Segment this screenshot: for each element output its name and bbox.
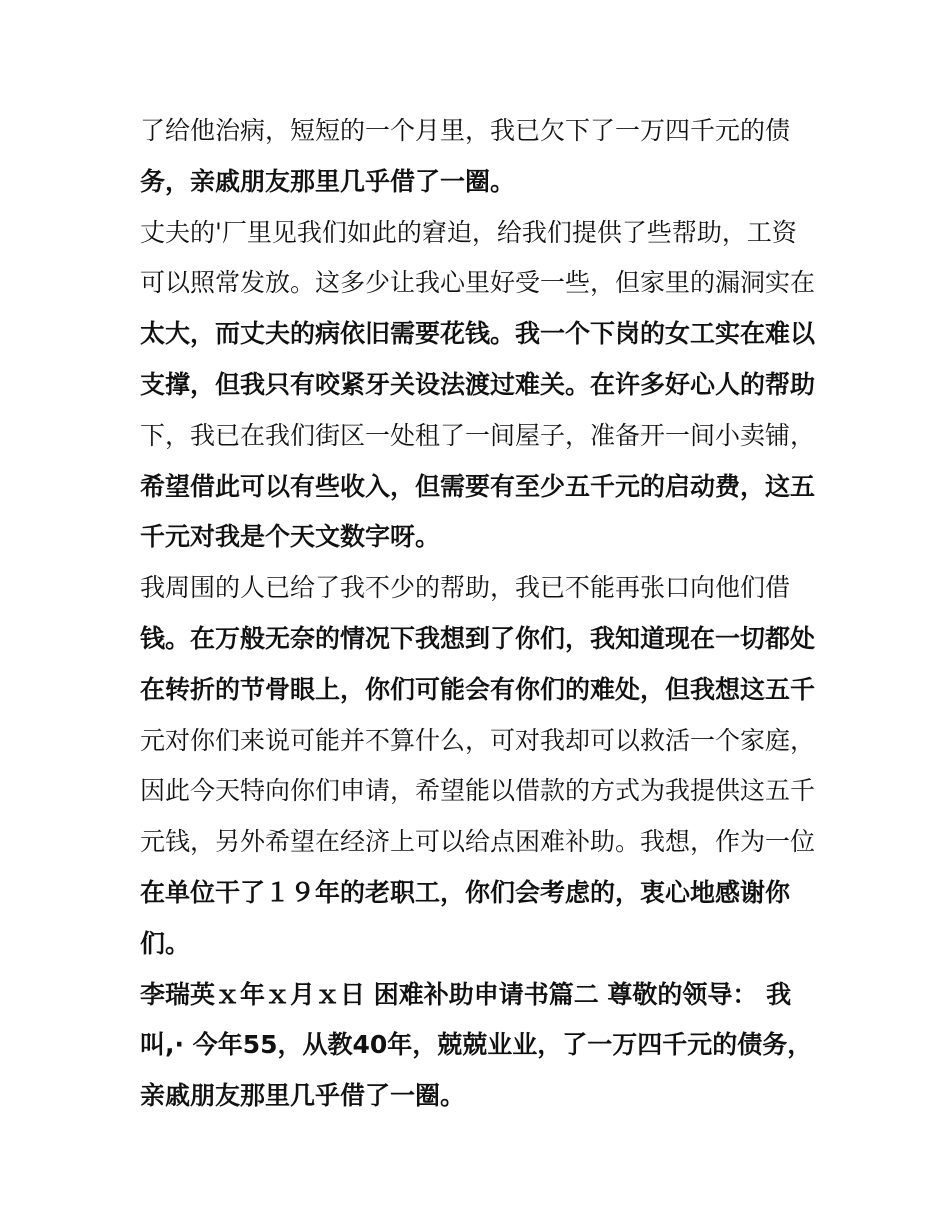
text-line: 李瑞英ｘ年ｘ月ｘ日 困难补助申请书篇二 尊敬的领导： 我 bbox=[140, 979, 792, 1009]
text-line: 在转折的节骨眼上，你们可能会有你们的难处，但我想这五千 bbox=[140, 674, 816, 704]
text-line: 务，亲戚朋友那里几乎借了一圈。 bbox=[140, 166, 516, 196]
text-line: 们。 bbox=[140, 928, 191, 958]
text-line: 丈夫的'厂里见我们如此的窘迫，给我们提供了些帮助，工资 bbox=[140, 217, 797, 247]
text-line: 希望借此可以有些收入，但需要有至少五千元的启动费，这五 bbox=[140, 471, 816, 501]
text-line: 千元对我是个天文数字呀。 bbox=[140, 522, 441, 552]
text-line: 元对你们来说可能并不算什么，可对我却可以救活一个家庭， bbox=[140, 725, 816, 755]
text-line: 支撑，但我只有咬紧牙关设法渡过难关。在许多好心人的帮助 bbox=[140, 369, 816, 399]
text-line: 了给他治病，短短的一个月里，我已欠下了一万四千元的债 bbox=[140, 116, 791, 145]
text-line: 亲戚朋友那里几乎借了一圈。 bbox=[140, 1081, 466, 1111]
body-text bbox=[140, 106, 820, 1122]
text-line: 可以照常发放。这多少让我心里好受一些，但家里的漏洞实在 bbox=[140, 268, 816, 298]
text-line: 元钱，另外希望在经济上可以给点困难补助。我想，作为一位 bbox=[140, 827, 816, 857]
text-line: 下，我已在我们街区一处租了一间屋子，准备开一间小卖铺， bbox=[140, 420, 816, 450]
text-line: 钱。在万般无奈的情况下我想到了你们，我知道现在一切都处 bbox=[140, 623, 816, 653]
text-line: 因此今天特向你们申请，希望能以借款的方式为我提供这五千 bbox=[140, 776, 816, 806]
text-line: 我周围的人已给了我不少的帮助，我已不能再张口向他们借 bbox=[140, 573, 791, 603]
text-line: 叫,· 今年55，从教40年，兢兢业业，了一万四千元的债务， bbox=[140, 1030, 813, 1060]
text-line: 在单位干了１９年的老职工，你们会考虑的，衷心地感谢你 bbox=[140, 877, 791, 907]
text-line: 太大，而丈夫的病依旧需要花钱。我一个下岗的女工实在难以 bbox=[140, 319, 816, 349]
